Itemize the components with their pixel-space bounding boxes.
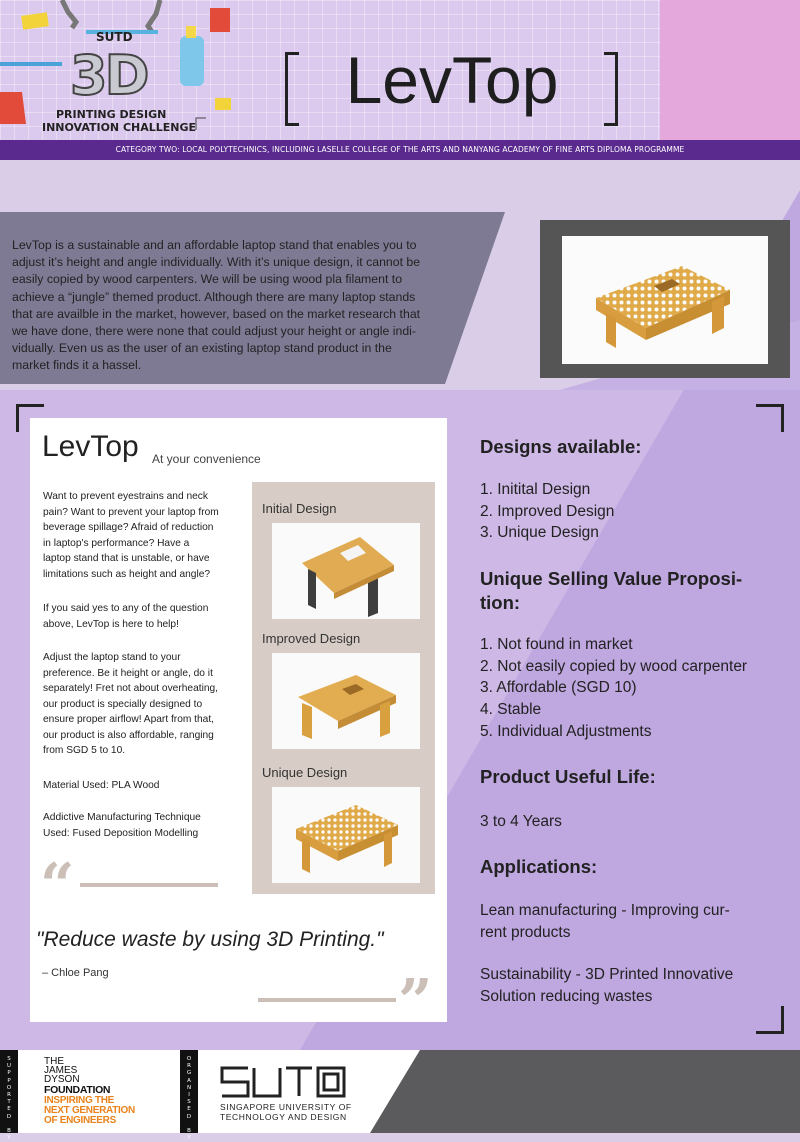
card-line: in laptop's performance? Have a — [43, 537, 190, 549]
usp-heading-line: Unique Selling Value Proposi- — [480, 568, 743, 589]
logo-printing-design-text: PRINTING DESIGN — [56, 108, 167, 121]
intro-line: adjust it’s height and angle individually. With it’s unique design, it cannot be — [12, 255, 421, 270]
card-line: limitations such as height and angle? — [43, 568, 211, 580]
supported-by-label: S U P P O R T E D B Y — [0, 1050, 18, 1133]
yellow-block-icon — [215, 98, 231, 110]
card-line: pain? Want to prevent your laptop from — [43, 506, 219, 518]
usp-heading — [480, 567, 742, 615]
quote-divider-top — [80, 883, 218, 887]
quote-text: "Reduce waste by using 3D Printing." — [36, 928, 384, 951]
header-pink-block — [660, 0, 800, 140]
card-line: above, LevTop is here to help! — [43, 618, 179, 630]
designs-heading: Designs available: — [480, 436, 642, 457]
usp-list-item: 5. Individual Adjustments — [480, 722, 652, 740]
intro-line: vidually. Even us as the user of an existing laptop stand product in the — [12, 341, 392, 356]
dyson-slogan-text: OF ENGINEERS — [44, 1115, 116, 1126]
watering-can-icon — [210, 8, 230, 32]
hero-laptop-stand-image — [562, 236, 768, 364]
card-material: Material Used: PLA Wood — [43, 780, 160, 791]
card-line: Adjust the laptop stand to your — [43, 652, 181, 663]
card-line: our product is also affordable, ranging — [43, 729, 214, 741]
designs-list-item: 3. Unique Design — [480, 524, 599, 542]
gallery-label-improved: Improved Design — [262, 631, 361, 646]
usp-list-item: 3. Affordable (SGD 10) — [480, 679, 637, 697]
designs-list-item: 1. Initital Design — [480, 481, 591, 498]
card-line: Want to prevent eyestrains and neck — [43, 491, 208, 502]
quote-close-icon: ” — [398, 967, 433, 1037]
dyson-logo-text: DYSON — [44, 1074, 80, 1085]
card-line: ensure proper airflow! Apart from that, — [43, 714, 215, 725]
card-line: Used: Fused Deposition Modelling — [43, 827, 199, 839]
card-line: our product is specially designed to — [43, 698, 203, 710]
card-adjust-paragraph — [43, 650, 243, 759]
robot-arm-right-icon — [148, 0, 160, 32]
gallery-label-initial: Initial Design — [262, 501, 337, 516]
logo-innovation-challenge-text: INNOVATION CHALLENGE — [42, 121, 197, 134]
life-value: 3 to 4 Years — [480, 813, 562, 830]
intro-line: easily copied by wood carpenters. We will be using wood pla filament to — [12, 272, 403, 287]
footer-background — [0, 1050, 800, 1133]
title-bracket-right — [604, 52, 618, 126]
application-sustainability — [480, 964, 733, 1007]
yellow-block-icon — [21, 12, 49, 29]
usp-list-item: 4. Stable — [480, 701, 542, 719]
usp-heading-line: tion: — [480, 592, 521, 613]
intro-paragraph — [12, 237, 472, 375]
designs-list — [480, 479, 614, 544]
card-questions-paragraph — [43, 489, 243, 582]
card-help-paragraph — [43, 601, 243, 632]
card-title: LevTop — [42, 430, 139, 463]
quote-divider-bottom — [258, 998, 396, 1002]
category-banner: CATEGORY TWO: LOCAL POLYTECHNICS, INCLUDING LASELLE COLLEGE OF THE ARTS AND NANYANG ACADEMY OF FINE ARTS DIPLOMA PROGRAMME — [0, 140, 800, 160]
card-line: beverage spillage? Afraid of reduction — [43, 522, 214, 533]
intro-line: achieve a “jungle” themed product. Although there are many laptop stands — [12, 289, 416, 304]
intro-line: market finds it a hassel. — [12, 358, 142, 373]
gallery-label-unique: Unique Design — [262, 765, 348, 780]
bottle-icon — [180, 36, 204, 86]
sutd-name-text: TECHNOLOGY AND DESIGN — [220, 1112, 347, 1122]
quote-open-icon: “ — [40, 851, 75, 921]
dyson-logo-text: JAMES — [44, 1065, 78, 1076]
dyson-slogan-text: INSPIRING THE — [44, 1095, 114, 1106]
card-technique — [43, 810, 243, 841]
logo-3d-text: 3D — [70, 44, 147, 107]
corner-bracket-bottom-right — [756, 1006, 784, 1034]
quote-author: – Chloe Pang — [42, 967, 109, 979]
usp-list-item: 1. Not found in market — [480, 636, 633, 653]
life-heading: Product Useful Life: — [480, 766, 656, 787]
robot-arm-left-icon — [62, 0, 76, 28]
dyson-slogan-text: NEXT GENERATION — [44, 1105, 135, 1116]
intro-line: we have done, there were none that could adjust your height or angle indi- — [12, 324, 417, 339]
toothbrush-icon — [0, 62, 62, 66]
corner-bracket-top-right — [756, 404, 784, 432]
application-lean — [480, 900, 730, 943]
card-line: from SGD 5 to 10. — [43, 745, 126, 756]
sutd-logo-icon — [220, 1066, 348, 1098]
card-line: preference. Be it height or angle, do it — [43, 667, 213, 679]
application-line: Lean manufacturing - Improving cur- — [480, 902, 730, 919]
application-line: rent products — [480, 923, 571, 941]
sutd-name-text: SINGAPORE UNIVERSITY OF — [220, 1102, 352, 1112]
application-line: Sustainability - 3D Printed Innovative — [480, 966, 734, 983]
improved-design-image — [272, 653, 420, 749]
title-bracket-left — [285, 52, 299, 126]
dyson-logo-text: FOUNDATION — [44, 1084, 111, 1096]
watering-can-icon — [0, 92, 26, 124]
card-line: laptop stand that is unstable, or have — [43, 553, 210, 564]
card-line: Addictive Manufacturing Technique — [43, 812, 201, 823]
organised-by-label: O R G A N I S E D B Y — [180, 1050, 198, 1133]
initial-design-image — [272, 523, 420, 619]
card-line: If you said yes to any of the question — [43, 603, 209, 614]
card-tagline: At your convenience — [152, 452, 261, 466]
usp-list-item: 2. Not easily copied by wood carpenter — [480, 657, 748, 675]
usp-list — [480, 634, 747, 743]
intro-line: that are availble in the market, however, based on the market research that — [12, 306, 421, 321]
unique-design-image — [272, 787, 420, 883]
application-line: Solution reducing wastes — [480, 987, 653, 1005]
applications-heading: Applications: — [480, 856, 598, 877]
intro-line: LevTop is a sustainable and an affordable laptop stand that enables you to — [12, 238, 417, 252]
dyson-logo-text: THE — [44, 1056, 64, 1067]
card-line: separately! Fret not about overheating, — [43, 683, 218, 694]
designs-list-item: 2. Improved Design — [480, 502, 615, 520]
logo-sutd-text: SUTD — [96, 30, 133, 44]
page-title: LevTop — [345, 43, 559, 117]
